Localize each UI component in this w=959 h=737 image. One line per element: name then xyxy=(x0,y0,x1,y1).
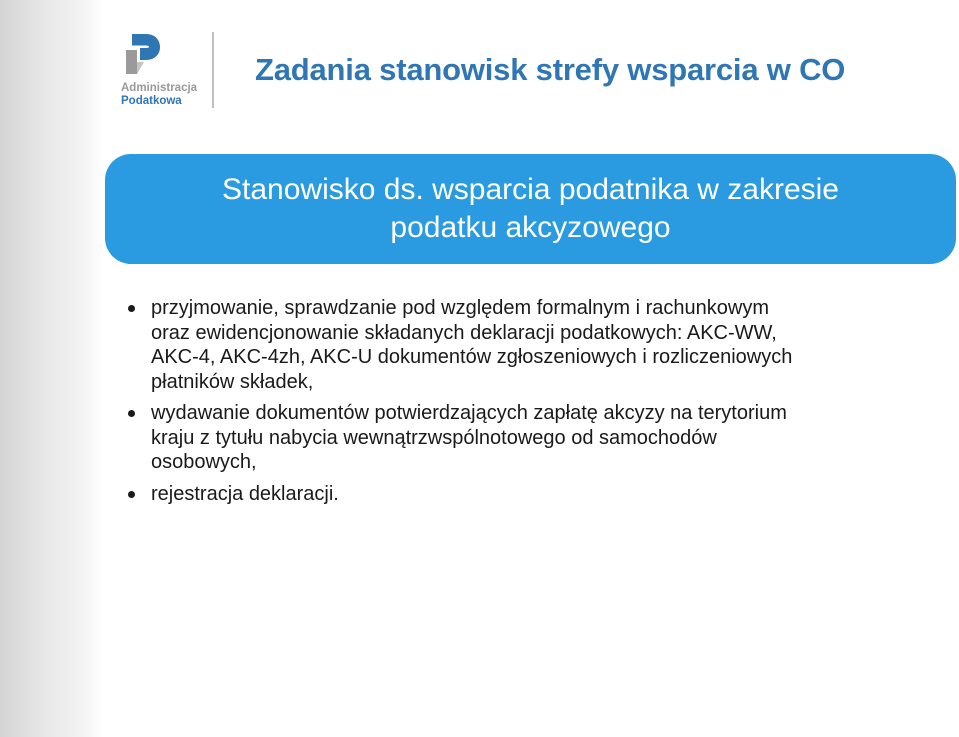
page-title: Zadania stanowisk strefy wsparcia w CO xyxy=(255,52,846,87)
list-item-line: kraju z tytułu nabycia wewnątrzwspólnotowego od samochodów xyxy=(151,426,717,449)
list-item-line: wydawanie dokumentów potwierdzających zapłatę akcyzy na terytorium xyxy=(151,402,787,424)
left-decorative-strip xyxy=(0,0,103,737)
administracja-podatkowa-logo xyxy=(118,30,218,110)
list-item-line: AKC-4, AKC-4zh, AKC-U dokumentów zgłoszeniowych i rozliczeniowych xyxy=(151,346,793,368)
logo-divider xyxy=(212,32,214,108)
logo-line-1: Administracja xyxy=(121,82,198,94)
bullet-icon xyxy=(128,491,135,498)
section-header-box xyxy=(105,154,956,264)
bullet-icon xyxy=(128,410,135,417)
list-item-line: przyjmowanie, sprawdzanie pod względem formalnym i rachunkowym xyxy=(151,297,770,319)
section-header-line-1: Stanowisko ds. wsparcia podatnika w zakresie xyxy=(222,173,839,206)
list-item-line: osobowych, xyxy=(151,451,257,473)
list-item xyxy=(127,296,947,394)
list-item-line: rejestracja deklaracji. xyxy=(151,482,339,505)
list-item-line: płatników składek, xyxy=(151,370,314,393)
section-header-line-2: podatku akcyzowego xyxy=(390,211,671,244)
logo-wordmark xyxy=(121,82,197,108)
list-item xyxy=(127,401,947,475)
logo-mark-icon xyxy=(122,32,162,76)
bullet-icon xyxy=(128,305,135,312)
task-list xyxy=(127,296,947,513)
list-item xyxy=(127,482,947,507)
list-item-line: oraz ewidencjonowanie składanych deklaracji podatkowych: AKC-WW, xyxy=(151,321,777,344)
logo-line-2: Podatkowa xyxy=(121,95,182,107)
